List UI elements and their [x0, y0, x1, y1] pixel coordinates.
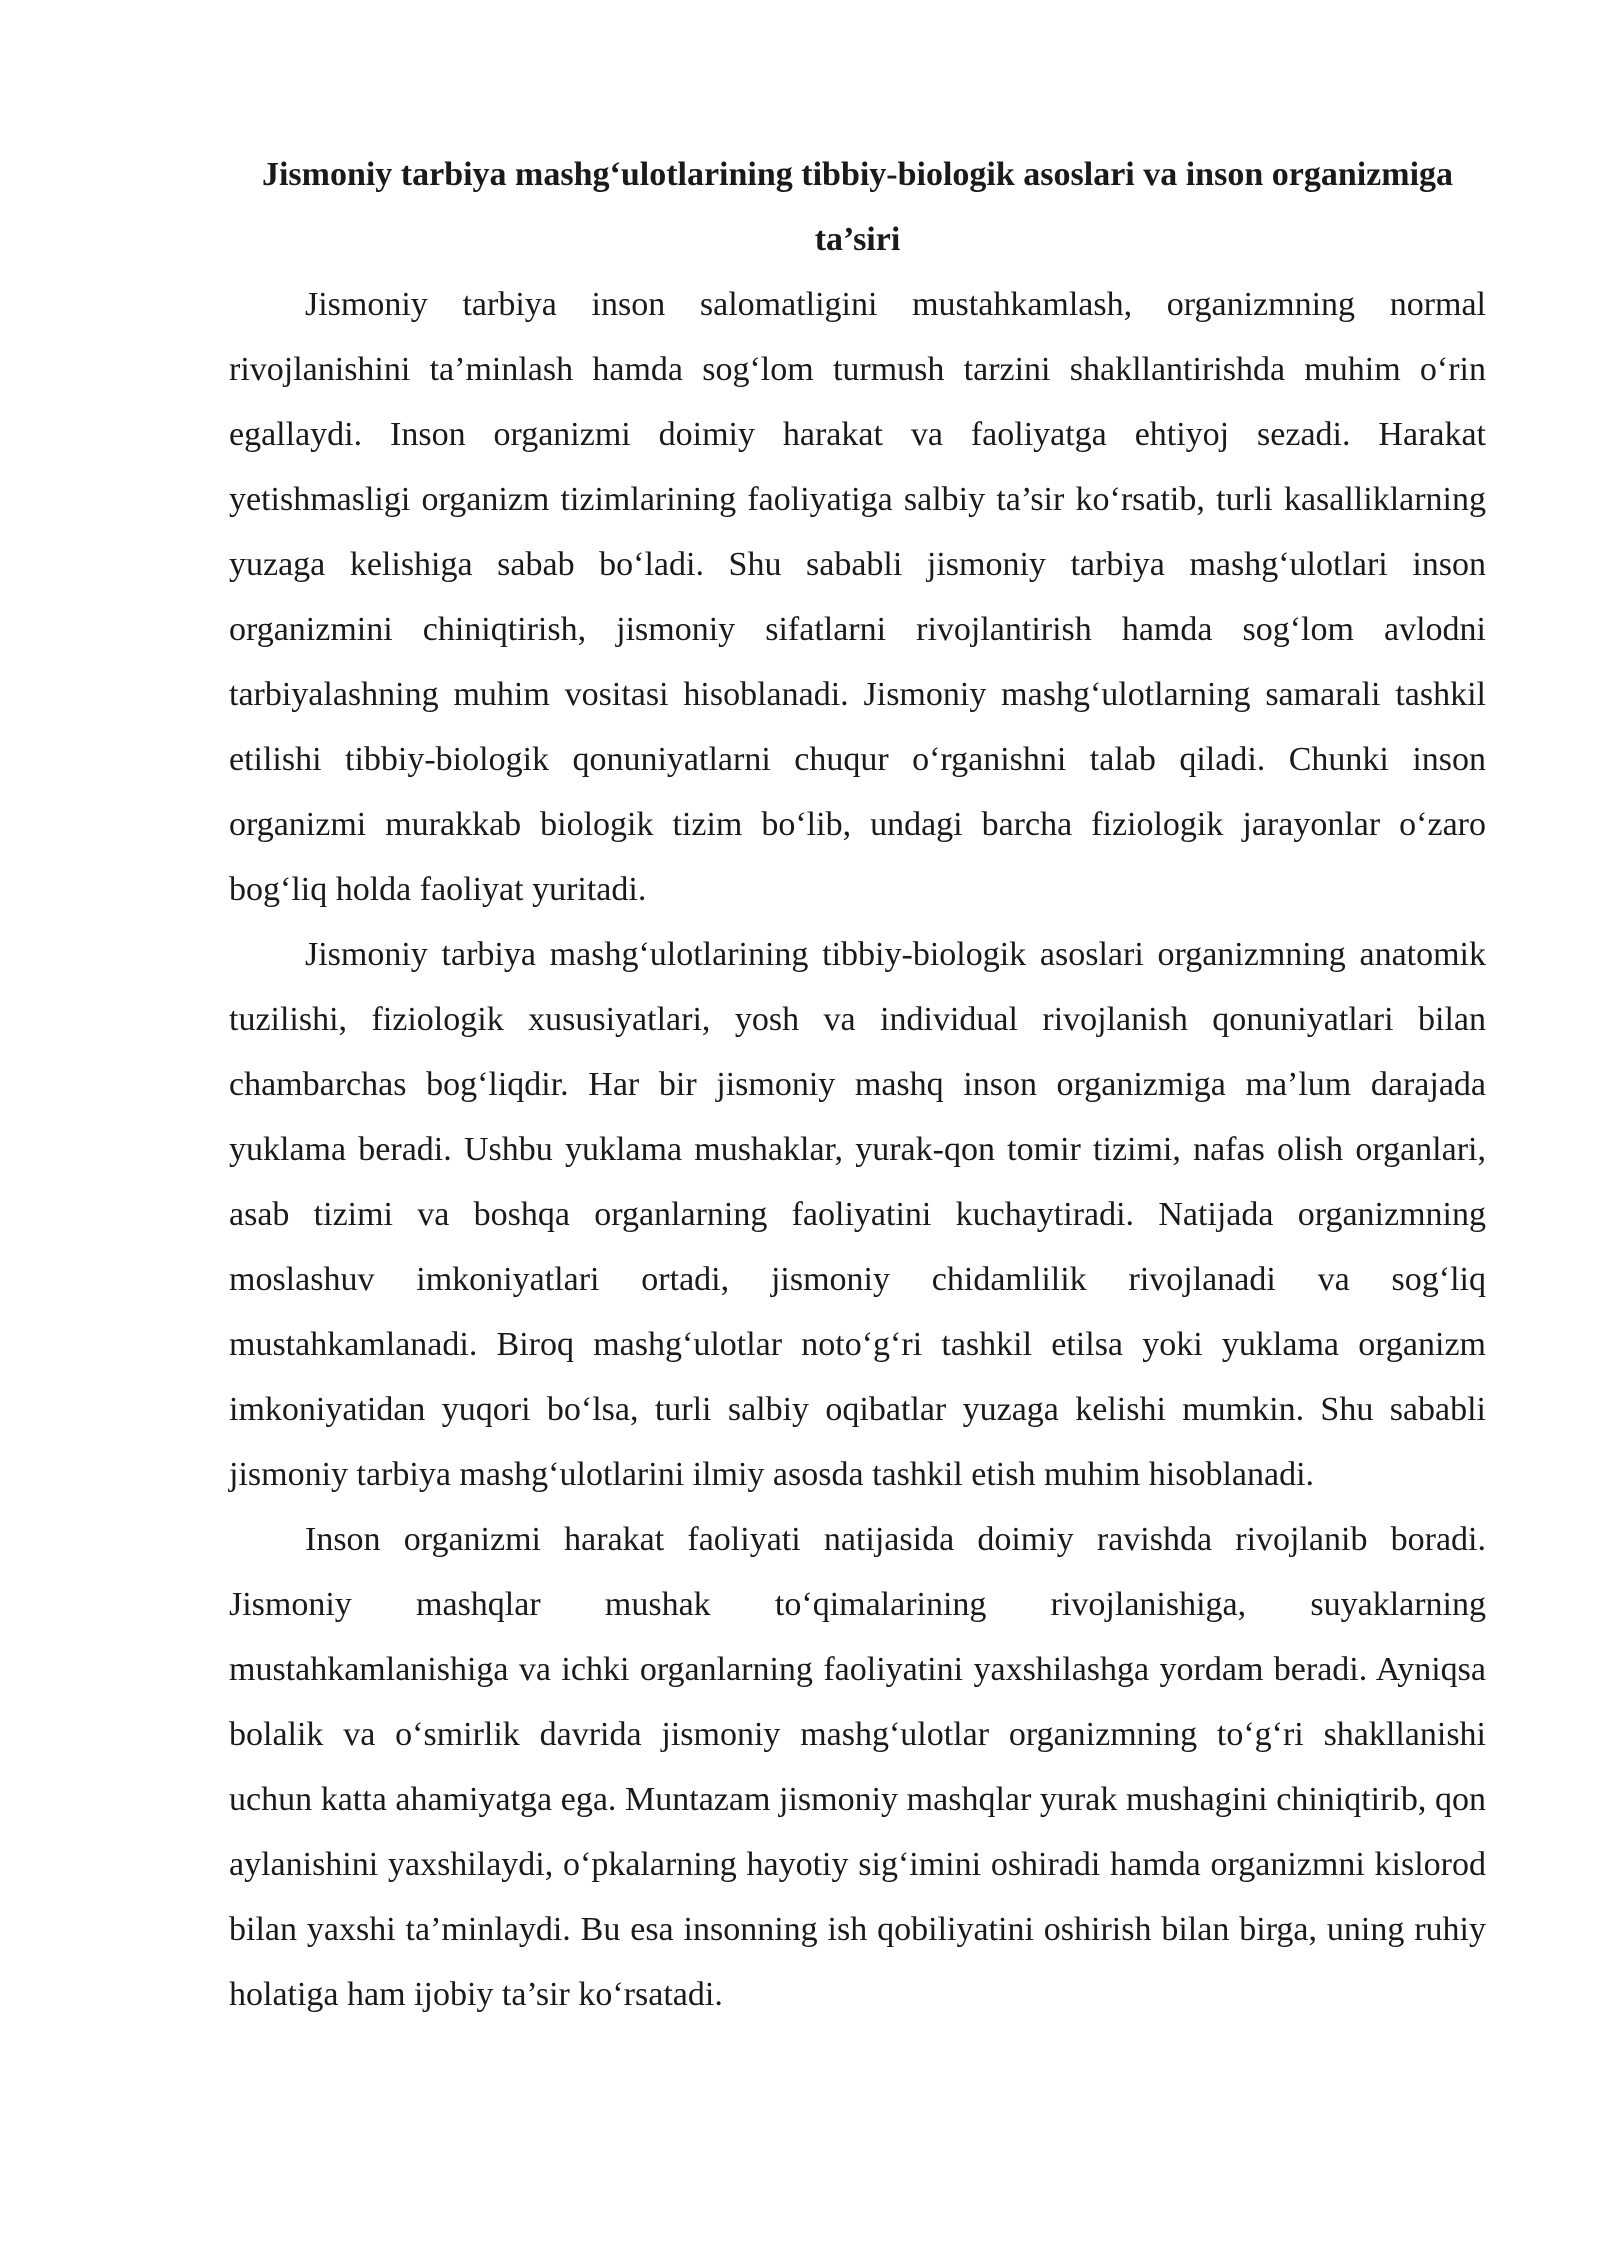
- document-page: [229, 142, 1486, 2027]
- paragraph-1: Jismoniy tarbiya inson salomatligini mustahkamlash, organizmning normal rivojlanishini ta’minlash hamda sog‘lom turmush tarzini shakllantirishda muhim o‘rin egallaydi. Inson organizmi doimiy harakat va faoliyatga ehtiyoj sezadi. Harakat yetishmasligi organizm tizimlarining faoliyatiga salbiy ta’sir ko‘rsatib, turli kasalliklarning yuzaga kelishiga sabab bo‘ladi. Shu sababli jismoniy tarbiya mashg‘ulotlari inson organizmini chiniqtirish, jismoniy sifatlarni rivojlantirish hamda sog‘lom avlodni tarbiyalashning muhim vositasi hisoblanadi. Jismoniy mashg‘ulotlarning samarali tashkil etilishi tibbiy-biologik qonuniyatlarni chuqur o‘rganishni talab qiladi. Chunki inson organizmi murakkab biologik tizim bo‘lib, undagi barcha fiziologik jarayonlar o‘zaro bog‘liq holda faoliyat yuritadi.: [229, 286, 1486, 908]
- document-title: Jismoniy tarbiya mashg‘ulotlarining tibbiy-biologik asoslari va inson organizmiga ta’siri: [261, 156, 1454, 258]
- paragraph-3: Inson organizmi harakat faoliyati natijasida doimiy ravishda rivojlanib boradi. Jismoniy mashqlar mushak to‘qimalarining rivojlanishiga, suyaklarning mustahkamlanishiga va ichki organlarning faoliyatini yaxshilashga yordam beradi. Ayniqsa bolalik va o‘smirlik davrida jismoniy mashg‘ulotlar organizmning to‘g‘ri shakllanishi uchun katta ahamiyatga ega. Muntazam jismoniy mashqlar yurak mushagini chiniqtirib, qon aylanishini yaxshilaydi, o‘pkalarning hayotiy sig‘imini oshiradi hamda organizmni kislorod bilan yaxshi ta’minlaydi. Bu esa insonning ish qobiliyatini oshirish bilan birga, uning ruhiy holatiga ham ijobiy ta’sir ko‘rsatadi.: [229, 1521, 1486, 2013]
- paragraph-2: Jismoniy tarbiya mashg‘ulotlarining tibbiy-biologik asoslari organizmning anatomik tuzilishi, fiziologik xususiyatlari, yosh va individual rivojlanish qonuniyatlari bilan chambarchas bog‘liqdir. Har bir jismoniy mashq inson organizmiga ma’lum darajada yuklama beradi. Ushbu yuklama mushaklar, yurak-qon tomir tizimi, nafas olish organlari, asab tizimi va boshqa organlarning faoliyatini kuchaytiradi. Natijada organizmning moslashuv imkoniyatlari ortadi, jismoniy chidamlilik rivojlanadi va sog‘liq mustahkamlanadi. Biroq mashg‘ulotlar noto‘g‘ri tashkil etilsa yoki yuklama organizm imkoniyatidan yuqori bo‘lsa, turli salbiy oqibatlar yuzaga kelishi mumkin. Shu sababli jismoniy tarbiya mashg‘ulotlarini ilmiy asosda tashkil etish muhim hisoblanadi.: [229, 936, 1486, 1493]
